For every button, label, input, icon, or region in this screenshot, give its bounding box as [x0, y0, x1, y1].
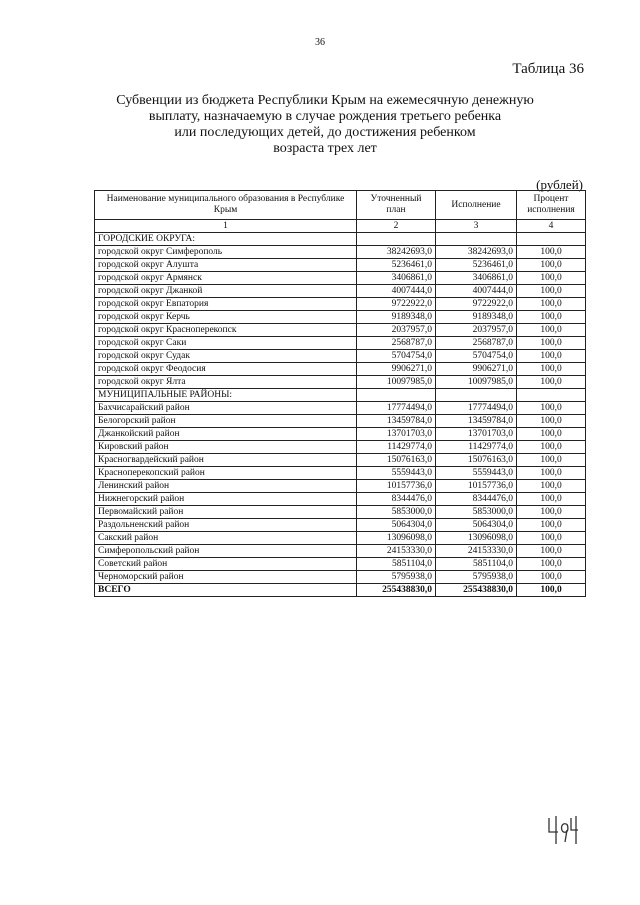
row-name: городской округ Армянск: [95, 272, 357, 285]
header-execution: Исполнение: [436, 191, 517, 220]
row-plan: 2568787,0: [357, 337, 436, 350]
row-name: Белогорский район: [95, 415, 357, 428]
total-row: [95, 584, 586, 597]
row-plan: 255438830,0: [357, 584, 436, 597]
row-name: Первомайский район: [95, 506, 357, 519]
row-percent: 100,0: [517, 441, 586, 454]
row-execution: 3406861,0: [436, 272, 517, 285]
row-percent: 100,0: [517, 415, 586, 428]
subvention-table: [94, 190, 586, 597]
row-percent: 100,0: [517, 532, 586, 545]
row-name: городской округ Судак: [95, 350, 357, 363]
header-percent: Процент исполнения: [517, 191, 586, 220]
row-percent: 100,0: [517, 311, 586, 324]
row-plan: 5559443,0: [357, 467, 436, 480]
table-row: [95, 311, 586, 324]
row-name: городской округ Саки: [95, 337, 357, 350]
row-plan: 38242693,0: [357, 246, 436, 259]
table-label: Таблица 36: [512, 61, 584, 77]
page-number: 36: [315, 37, 325, 48]
table-row: [95, 337, 586, 350]
table-row: [95, 558, 586, 571]
column-number: 1: [95, 220, 357, 233]
row-name: Симферопольский район: [95, 545, 357, 558]
table-row: [95, 454, 586, 467]
row-execution: 17774494,0: [436, 402, 517, 415]
table-row: [95, 376, 586, 389]
column-number: 4: [517, 220, 586, 233]
row-execution: 5851104,0: [436, 558, 517, 571]
row-execution: 10097985,0: [436, 376, 517, 389]
row-name: ВСЕГО: [95, 584, 357, 597]
row-percent: 100,0: [517, 454, 586, 467]
row-percent: 100,0: [517, 571, 586, 584]
row-execution: 5853000,0: [436, 506, 517, 519]
row-execution: 24153330,0: [436, 545, 517, 558]
title-line: возраста трех лет: [273, 141, 377, 156]
table-row: [95, 441, 586, 454]
row-plan: 24153330,0: [357, 545, 436, 558]
table-row: [95, 493, 586, 506]
table-row: [95, 285, 586, 298]
row-percent: 100,0: [517, 285, 586, 298]
row-execution: 2568787,0: [436, 337, 517, 350]
row-execution: 38242693,0: [436, 246, 517, 259]
table-row: [95, 350, 586, 363]
row-percent: 100,0: [517, 259, 586, 272]
row-execution: 4007444,0: [436, 285, 517, 298]
row-percent: 100,0: [517, 467, 586, 480]
row-name: городской округ Керчь: [95, 311, 357, 324]
row-plan: 5851104,0: [357, 558, 436, 571]
group-title: ГОРОДСКИЕ ОКРУГА:: [95, 233, 357, 246]
row-plan: 5853000,0: [357, 506, 436, 519]
header-name: Наименование муниципального образования в Республике Крым: [95, 191, 357, 220]
row-percent: 100,0: [517, 324, 586, 337]
document-title: [90, 93, 560, 157]
title-line: Субвенции из бюджета Республики Крым на ежемесячную денежную: [116, 93, 534, 108]
table-row: [95, 519, 586, 532]
title-line: выплату, назначаемую в случае рождения третьего ребенка: [148, 109, 502, 124]
row-execution: 13459784,0: [436, 415, 517, 428]
row-percent: 100,0: [517, 506, 586, 519]
table-row: [95, 298, 586, 311]
row-name: городской округ Феодосия: [95, 363, 357, 376]
row-name: Красногвардейский район: [95, 454, 357, 467]
row-plan: 13701703,0: [357, 428, 436, 441]
row-plan: 8344476,0: [357, 493, 436, 506]
row-plan: 4007444,0: [357, 285, 436, 298]
row-name: городской округ Алушта: [95, 259, 357, 272]
row-percent: 100,0: [517, 493, 586, 506]
row-name: Сакский район: [95, 532, 357, 545]
row-execution: 255438830,0: [436, 584, 517, 597]
handwritten-signature: [546, 812, 580, 846]
row-plan: 5704754,0: [357, 350, 436, 363]
row-execution: 5064304,0: [436, 519, 517, 532]
table-row: [95, 402, 586, 415]
group-row-municipal-districts: [95, 389, 586, 402]
row-plan: 9906271,0: [357, 363, 436, 376]
row-plan: 10097985,0: [357, 376, 436, 389]
row-execution: 11429774,0: [436, 441, 517, 454]
row-percent: 100,0: [517, 480, 586, 493]
row-percent: 100,0: [517, 584, 586, 597]
row-percent: 100,0: [517, 545, 586, 558]
row-plan: 13096098,0: [357, 532, 436, 545]
table-row: [95, 428, 586, 441]
row-plan: 11429774,0: [357, 441, 436, 454]
group-title: МУНИЦИПАЛЬНЫЕ РАЙОНЫ:: [95, 389, 357, 402]
row-plan: 5236461,0: [357, 259, 436, 272]
row-name: Советский район: [95, 558, 357, 571]
row-execution: 15076163,0: [436, 454, 517, 467]
row-percent: 100,0: [517, 402, 586, 415]
row-percent: 100,0: [517, 246, 586, 259]
table-row: [95, 545, 586, 558]
row-execution: 5559443,0: [436, 467, 517, 480]
row-plan: 15076163,0: [357, 454, 436, 467]
row-plan: 13459784,0: [357, 415, 436, 428]
table-row: [95, 272, 586, 285]
row-execution: 9906271,0: [436, 363, 517, 376]
row-plan: 17774494,0: [357, 402, 436, 415]
table-row: [95, 415, 586, 428]
row-name: городской округ Красноперекопск: [95, 324, 357, 337]
table-row: [95, 246, 586, 259]
header-plan: Уточненный план: [357, 191, 436, 220]
table-row: [95, 532, 586, 545]
row-percent: 100,0: [517, 298, 586, 311]
row-percent: 100,0: [517, 428, 586, 441]
row-percent: 100,0: [517, 350, 586, 363]
row-name: Нижнегорский район: [95, 493, 357, 506]
table-header-row: [95, 191, 586, 220]
row-execution: 5704754,0: [436, 350, 517, 363]
row-name: Красноперекопский район: [95, 467, 357, 480]
row-plan: 9722922,0: [357, 298, 436, 311]
row-execution: 8344476,0: [436, 493, 517, 506]
column-number: 2: [357, 220, 436, 233]
column-number: 3: [436, 220, 517, 233]
row-execution: 13096098,0: [436, 532, 517, 545]
row-percent: 100,0: [517, 363, 586, 376]
row-execution: 13701703,0: [436, 428, 517, 441]
table-row: [95, 506, 586, 519]
row-execution: 9722922,0: [436, 298, 517, 311]
row-name: городской округ Симферополь: [95, 246, 357, 259]
table-row: [95, 571, 586, 584]
row-name: Черноморский район: [95, 571, 357, 584]
table-row: [95, 363, 586, 376]
group-row-city-districts: [95, 233, 586, 246]
row-execution: 10157736,0: [436, 480, 517, 493]
row-percent: 100,0: [517, 337, 586, 350]
row-execution: 2037957,0: [436, 324, 517, 337]
units-label: (рублей): [536, 177, 583, 192]
row-name: Бахчисарайский район: [95, 402, 357, 415]
row-name: Кировский район: [95, 441, 357, 454]
row-name: Джанкойский район: [95, 428, 357, 441]
row-plan: 5795938,0: [357, 571, 436, 584]
table-row: [95, 480, 586, 493]
row-name: городской округ Ялта: [95, 376, 357, 389]
title-line: или последующих детей, до достижения ребенком: [174, 125, 476, 140]
row-plan: 5064304,0: [357, 519, 436, 532]
row-execution: 5795938,0: [436, 571, 517, 584]
row-execution: 9189348,0: [436, 311, 517, 324]
row-name: Ленинский район: [95, 480, 357, 493]
row-plan: 2037957,0: [357, 324, 436, 337]
row-plan: 9189348,0: [357, 311, 436, 324]
table-row: [95, 467, 586, 480]
row-execution: 5236461,0: [436, 259, 517, 272]
row-percent: 100,0: [517, 272, 586, 285]
row-percent: 100,0: [517, 519, 586, 532]
table-row: [95, 259, 586, 272]
row-percent: 100,0: [517, 376, 586, 389]
row-plan: 10157736,0: [357, 480, 436, 493]
row-percent: 100,0: [517, 558, 586, 571]
column-numbers-row: [95, 220, 586, 233]
row-name: городской округ Джанкой: [95, 285, 357, 298]
row-name: городской округ Евпатория: [95, 298, 357, 311]
table-row: [95, 324, 586, 337]
row-name: Раздольненский район: [95, 519, 357, 532]
row-plan: 3406861,0: [357, 272, 436, 285]
